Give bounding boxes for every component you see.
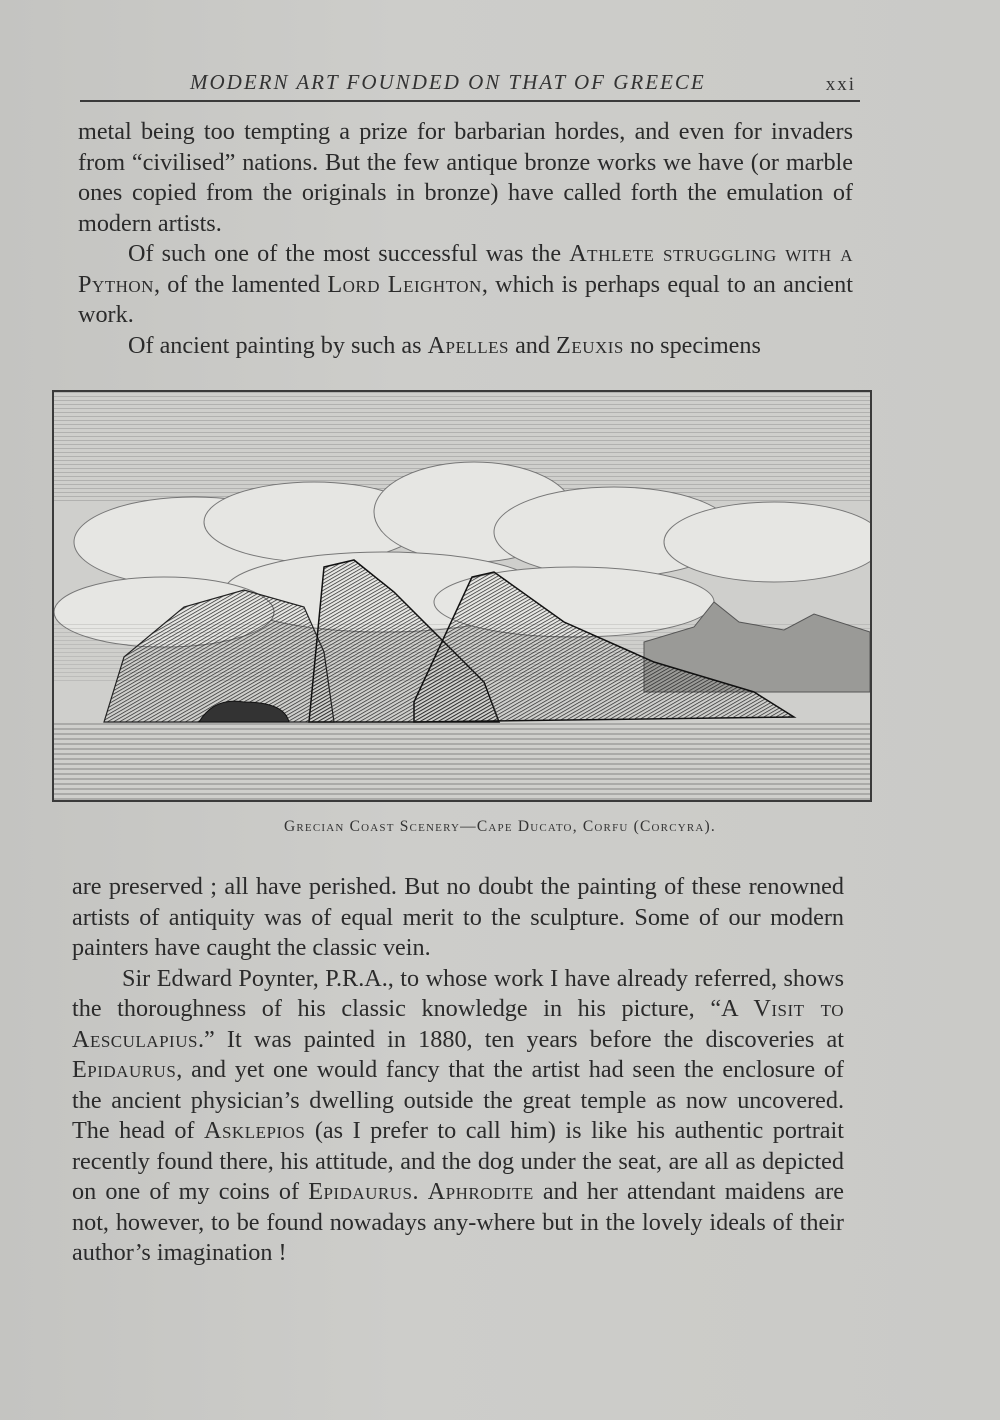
artwork-title: Athlete struggling with a Python (78, 240, 854, 298)
running-title: MODERN ART FOUNDED ON THAT OF GREECE (190, 70, 706, 94)
body-text-bottom (72, 872, 844, 1269)
text-run: Of ancient painting by such as (128, 331, 428, 359)
text-run: . (412, 1178, 428, 1205)
sea (54, 720, 870, 800)
page-header (80, 66, 860, 102)
paragraph: metal being too tempting a prize for barbarian hordes, and even for invaders from “civilised” nations. But the few antique bronze works we have (or marble ones copied from the originals in bronze) have called forth the emulation of modern artists. (78, 118, 853, 237)
paragraph: are preserved ; all have perished. But no doubt the painting of these renowned artists of antiquity was of equal merit to the sculpture. Some of our modern painters have caught the classic vein. (72, 873, 844, 961)
text-run: no specimens (623, 331, 761, 359)
artist-name: Apelles (427, 331, 510, 359)
figure-caption: Grecian Coast Scenery—Cape Ducato, Corfu (Corcyra). (283, 818, 716, 835)
body-text-top (78, 117, 853, 361)
place-name: Epidaurus (308, 1178, 413, 1205)
paragraph (78, 239, 853, 331)
text-run: (as I prefer to call him) is like his authentic portrait recently found there, his attitude, and the dog under the seat, are all as depicted on one of my coins of (72, 1117, 844, 1205)
coast-scenery-engraving (54, 392, 870, 800)
artwork-title: A Visit to Aesculapius (72, 995, 844, 1053)
text-run: and (509, 331, 557, 359)
page-number: xxi (825, 74, 856, 95)
text-run: , of the lamented (153, 270, 328, 298)
deity-name: Aphrodite (427, 1178, 534, 1205)
text-run: , and yet one would fancy that the artist had seen the enclosure of the ancient physician’s dwelling outside the great temple as now uncovered. The head of (72, 1056, 844, 1144)
place-name: Epidaurus (72, 1056, 177, 1083)
text-run: Sir Edward Poynter, P.R.A., to whose work I have already referred, shows the thoroughness of his classic knowledge in his picture, “ (72, 964, 844, 1022)
artist-name: Lord Leighton (327, 270, 482, 298)
text-run: Of such one of the most successful was the (128, 240, 570, 267)
text-run: and her attendant maidens are not, however, to be found nowadays any-where but in the lovely ideals of their author’s imagination ! (72, 1178, 844, 1266)
text-run: , which is perhaps equal to an ancient work. (78, 270, 853, 328)
engraving-illustration (52, 390, 872, 802)
deity-name: Asklepios (204, 1117, 306, 1144)
artist-name: Zeuxis (556, 331, 624, 359)
text-run: .” It was painted in 1880, ten years before the discoveries at (197, 1025, 844, 1053)
paragraph (72, 964, 844, 1269)
paragraph (78, 331, 853, 362)
